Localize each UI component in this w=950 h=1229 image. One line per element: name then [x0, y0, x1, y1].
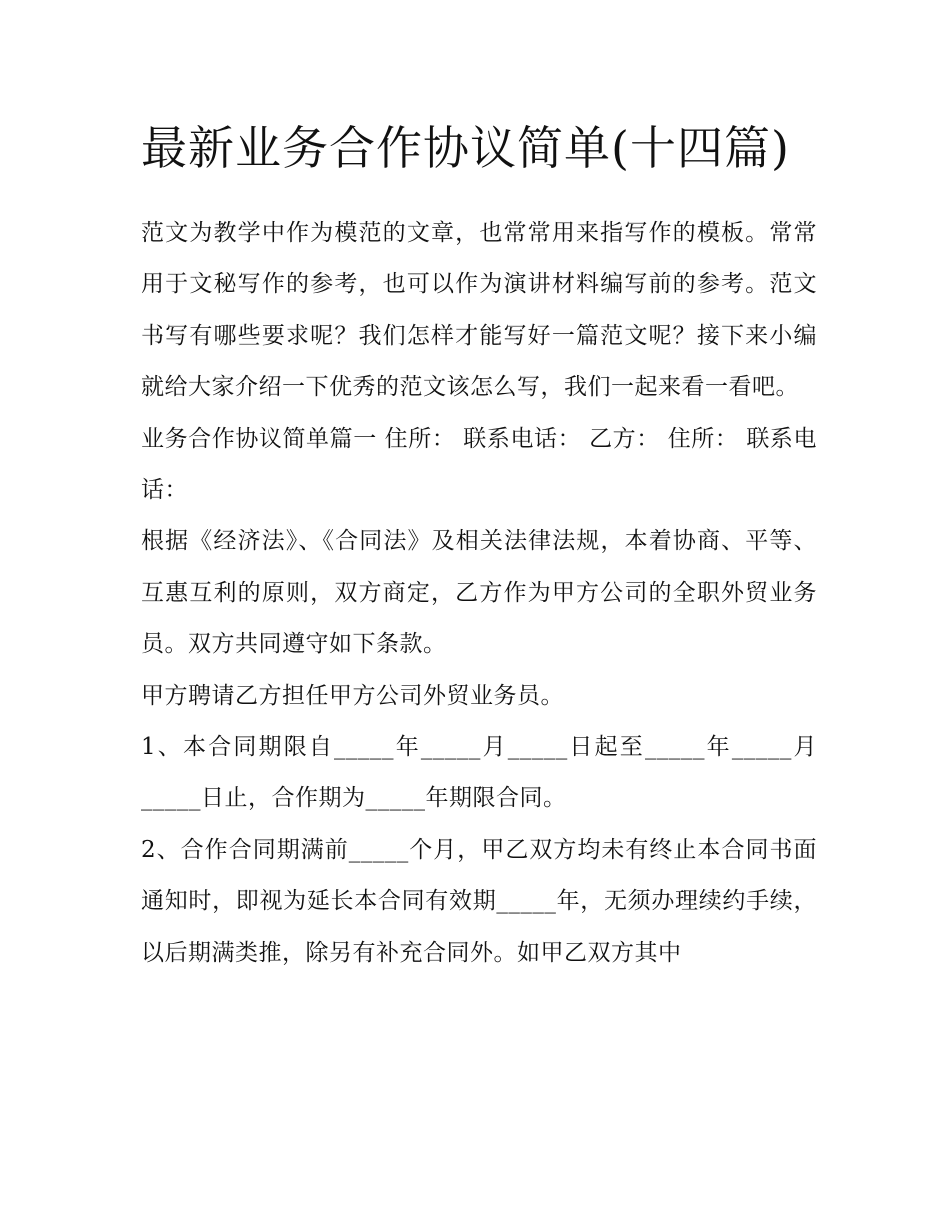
document-body: [141, 208, 817, 979]
paragraph-clause-1: 1、本合同期限自_____年_____月_____日起至_____年_____月_____日止，合作期为_____年期限合同。: [141, 734, 817, 812]
paragraph-parties: 业务合作协议简单篇一 住所： 联系电话： 乙方： 住所： 联系电话：: [141, 425, 817, 504]
paragraph-legal-basis: 根据《经济法》、《合同法》及相关法律法规，本着协商、平等、互惠互利的原则，双方商定，乙方作为甲方公司的全职外贸业务员。双方共同遵守如下条款。: [141, 528, 817, 658]
document-title: 最新业务合作协议简单(十四篇): [141, 121, 790, 175]
paragraph-appointment: 甲方聘请乙方担任甲方公司外贸业务员。: [141, 682, 564, 709]
paragraph-clause-2: 2、合作合同期满前_____个月，甲乙双方均未有终止本合同书面通知时，即视为延长本合同有效期_____年，无须办理续约手续，以后期满类推，除另有补充合同外。如甲乙双方其中: [141, 836, 817, 966]
paragraph-intro: 范文为教学中作为模范的文章，也常常用来指写作的模板。常常用于文秘写作的参考，也可以作为演讲材料编写前的参考。范文书写有哪些要求呢？我们怎样才能写好一篇范文呢？接下来小编就给大家介绍一下优秀的范文该怎么写，我们一起来看一看吧。: [141, 220, 817, 401]
document-page: [141, 110, 817, 979]
